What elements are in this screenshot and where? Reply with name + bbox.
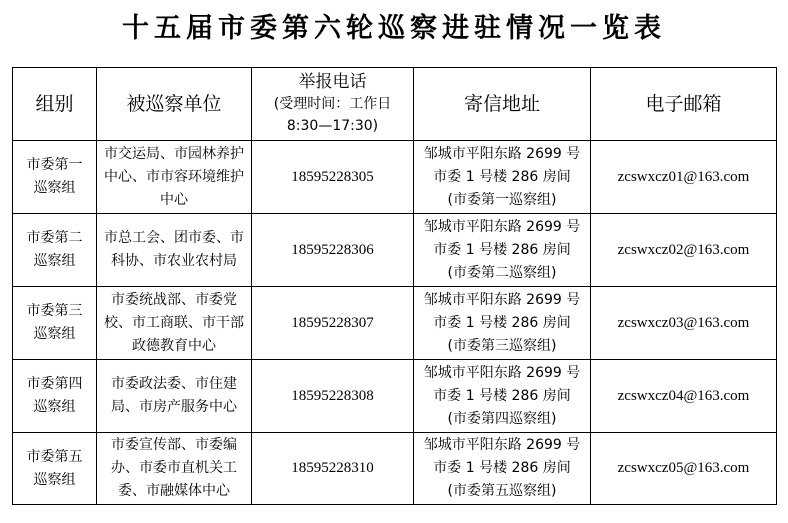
email-cell: zcswxcz03@163.com [591, 287, 777, 360]
unit-line: 中心、市市容环境维护 [104, 168, 244, 185]
unit-cell [97, 287, 252, 360]
group-line: 巡察组 [33, 180, 76, 196]
table-row [13, 141, 777, 214]
unit-line: 委、市融媒体中心 [118, 483, 230, 499]
group-cell [13, 360, 97, 433]
unit-line: 局、市房产服务中心 [111, 399, 237, 415]
inspection-table [12, 67, 777, 505]
group-line: 市委第一 [26, 157, 83, 173]
address-line: 市委 1 号楼 286 房间 [433, 314, 571, 331]
email-cell: zcswxcz04@163.com [591, 360, 777, 433]
document-title: 十五届市委第六轮巡察进驻情况一览表 [122, 13, 666, 44]
unit-line: 中心 [160, 191, 188, 208]
address-line: 邹城市平阳东路 2699 号 [423, 437, 581, 453]
group-line: 市委第三 [26, 303, 83, 319]
unit-line: 办、市委市直机关工 [111, 460, 237, 476]
phone-cell: 18595228305 [252, 141, 414, 214]
address-line: 市委 1 号楼 286 房间 [433, 241, 571, 258]
address-cell [414, 141, 591, 214]
phone-cell: 18595228308 [252, 360, 414, 433]
table-header-row [13, 68, 777, 141]
unit-line: 政德教育中心 [132, 337, 216, 354]
email-cell: zcswxcz02@163.com [591, 214, 777, 287]
group-line: 巡察组 [33, 471, 76, 488]
group-line: 巡察组 [33, 399, 76, 415]
address-line: (市委第三巡察组) [447, 337, 557, 354]
address-line: (市委第一巡察组) [447, 191, 557, 208]
address-line: (市委第四巡察组) [447, 410, 557, 427]
address-cell [414, 214, 591, 287]
unit-line: 市委政法委、市住建 [111, 376, 237, 392]
header-phone-title: 举报电话 [298, 72, 367, 92]
unit-cell [97, 433, 252, 505]
address-line: (市委第五巡察组) [447, 483, 557, 499]
unit-cell [97, 360, 252, 433]
address-cell [414, 360, 591, 433]
address-line: (市委第二巡察组) [447, 264, 557, 281]
email-cell: zcswxcz05@163.com [591, 433, 777, 505]
phone-cell: 18595228307 [252, 287, 414, 360]
header-unit: 被巡察单位 [97, 68, 252, 141]
address-line: 市委 1 号楼 286 房间 [433, 387, 571, 404]
address-cell [414, 287, 591, 360]
table-row [13, 433, 777, 505]
group-cell [13, 287, 97, 360]
address-line: 市委 1 号楼 286 房间 [433, 460, 571, 476]
address-line: 邹城市平阳东路 2699 号 [423, 364, 581, 381]
table-row [13, 214, 777, 287]
table-row [13, 287, 777, 360]
group-cell [13, 433, 97, 505]
group-line: 巡察组 [33, 326, 76, 342]
unit-line: 市总工会、团市委、市 [104, 230, 244, 246]
unit-line: 校、市工商联、市干部 [104, 314, 244, 331]
address-line: 邹城市平阳东路 2699 号 [423, 145, 581, 162]
header-phone-sub-1: (受理时间：工作日 [273, 96, 392, 112]
unit-line: 科协、市农业农村局 [111, 253, 237, 269]
unit-line: 市委统战部、市委党 [111, 291, 237, 308]
header-phone-sub-2: 8:30—17:30) [286, 118, 379, 134]
group-cell [13, 214, 97, 287]
group-line: 市委第四 [26, 376, 83, 392]
header-group: 组别 [13, 68, 97, 141]
unit-cell [97, 141, 252, 214]
header-phone [252, 68, 414, 141]
header-address: 寄信地址 [414, 68, 591, 141]
unit-line: 市委宣传部、市委编 [111, 437, 237, 453]
unit-cell [97, 214, 252, 287]
group-cell [13, 141, 97, 214]
group-line: 市委第五 [26, 448, 83, 465]
table-row [13, 360, 777, 433]
header-email: 电子邮箱 [591, 68, 777, 141]
address-line: 邹城市平阳东路 2699 号 [423, 291, 581, 308]
email-cell: zcswxcz01@163.com [591, 141, 777, 214]
group-line: 市委第二 [26, 230, 83, 246]
phone-cell: 18595228306 [252, 214, 414, 287]
address-line: 市委 1 号楼 286 房间 [433, 168, 571, 185]
unit-line: 市交运局、市园林养护 [104, 145, 244, 162]
group-line: 巡察组 [33, 253, 76, 269]
address-line: 邹城市平阳东路 2699 号 [423, 218, 581, 235]
address-cell [414, 433, 591, 505]
phone-cell: 18595228310 [252, 433, 414, 505]
